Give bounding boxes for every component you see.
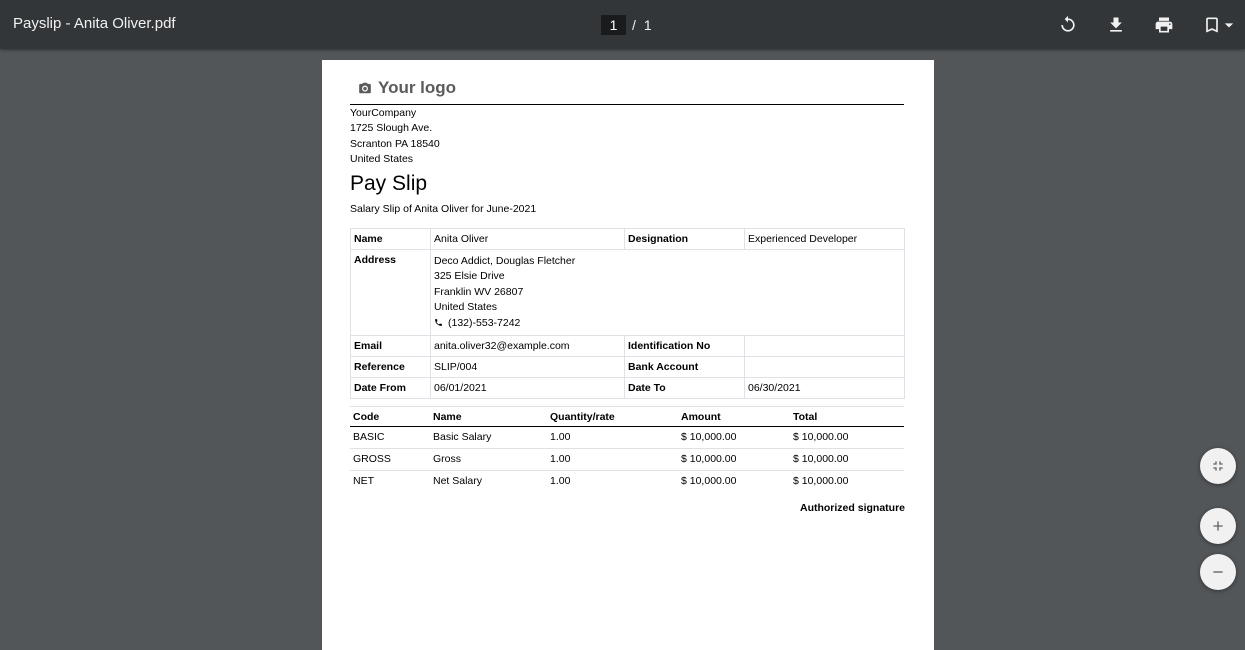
line-code: NET	[353, 475, 374, 487]
authorized-signature: Authorized signature	[799, 502, 905, 514]
designation-label: Designation	[625, 229, 745, 250]
email-label: Email	[351, 336, 431, 357]
company-city: Scranton PA 18540	[350, 137, 440, 150]
logo-text: Your logo	[378, 78, 457, 97]
line-code: BASIC	[350, 427, 430, 449]
rotate-button[interactable]	[1055, 12, 1081, 38]
bank-account-label: Bank Account	[625, 357, 745, 378]
line-amount: $ 10,000.00	[681, 475, 737, 487]
info-row	[351, 336, 905, 357]
line-name: Net Salary	[433, 475, 483, 487]
line-name: Basic Salary	[430, 427, 547, 449]
email-value: anita.oliver32@example.com	[431, 336, 625, 357]
column-header: Code	[350, 407, 430, 427]
address-line: 325 Elsie Drive	[434, 270, 505, 283]
table-header-row	[350, 407, 904, 427]
company-street: 1725 Slough Ave.	[350, 122, 433, 135]
fit-page-icon	[1210, 458, 1226, 474]
print-icon	[1154, 15, 1174, 35]
company-address	[350, 106, 440, 168]
info-row	[351, 378, 905, 399]
page-selector	[601, 14, 652, 36]
payslip-title: Pay Slip	[350, 172, 428, 195]
download-button[interactable]	[1103, 12, 1129, 38]
fit-page-button[interactable]	[1200, 448, 1236, 484]
camera-icon	[358, 81, 372, 95]
line-name: Gross	[430, 449, 547, 471]
date-to-value: 06/30/2021	[745, 378, 905, 399]
zoom-out-icon	[1210, 564, 1226, 580]
table-row	[350, 449, 904, 471]
zoom-in-icon	[1210, 518, 1226, 534]
column-header: Amount	[678, 407, 790, 427]
line-amount: $ 10,000.00	[678, 449, 790, 471]
info-row	[351, 250, 905, 336]
line-quantity: 1.00	[547, 427, 678, 449]
bank-account-value	[745, 357, 905, 378]
address-line: United States	[434, 301, 498, 314]
column-header: Total	[790, 407, 904, 427]
line-total: $ 10,000.00	[790, 449, 904, 471]
chevron-down-icon	[1219, 15, 1239, 35]
company-country: United States	[350, 153, 414, 166]
payslip-subtitle: Salary Slip of Anita Oliver for June-2021	[350, 203, 537, 215]
date-to-label: Date To	[625, 378, 745, 399]
line-total: $ 10,000.00	[790, 427, 904, 449]
page-number-input[interactable]	[601, 15, 626, 35]
page-separator: /	[632, 17, 636, 33]
header-divider	[350, 104, 904, 105]
reference-value: SLIP/004	[431, 357, 625, 378]
total-pages: 1	[643, 17, 652, 33]
line-code: GROSS	[350, 449, 430, 471]
date-from-label: Date From	[351, 378, 431, 399]
bookmark-menu-button[interactable]	[1219, 12, 1239, 38]
info-row	[351, 357, 905, 378]
salary-lines-table	[350, 406, 904, 492]
name-value: Anita Oliver	[431, 229, 625, 250]
identification-value	[745, 336, 905, 357]
company-logo	[358, 78, 456, 98]
phone-line	[434, 316, 901, 331]
zoom-out-button[interactable]	[1200, 554, 1236, 590]
address-line: Franklin WV 26807	[434, 285, 524, 298]
address-value	[431, 250, 905, 336]
phone-number: (132)-553-7242	[448, 316, 521, 329]
employee-info-table	[350, 228, 905, 399]
line-quantity: 1.00	[547, 449, 678, 471]
identification-label: Identification No	[625, 336, 745, 357]
column-header: Name	[430, 407, 547, 427]
line-quantity: 1.00	[550, 475, 571, 487]
column-header: Quantity/rate	[547, 407, 678, 427]
name-label: Name	[351, 229, 431, 250]
table-row	[350, 427, 904, 449]
phone-icon	[434, 318, 443, 327]
pdf-page	[322, 60, 934, 650]
document-title: Payslip - Anita Oliver.pdf	[13, 15, 176, 32]
table-row	[350, 471, 904, 493]
line-amount: $ 10,000.00	[678, 427, 790, 449]
zoom-in-button[interactable]	[1200, 508, 1236, 544]
address-line: Deco Addict, Douglas Fletcher	[434, 255, 576, 267]
print-button[interactable]	[1151, 12, 1177, 38]
date-from-value: 06/01/2021	[431, 378, 625, 399]
line-total: $ 10,000.00	[793, 475, 849, 487]
pdf-toolbar	[0, 0, 1245, 49]
reference-label: Reference	[351, 357, 431, 378]
designation-value: Experienced Developer	[745, 229, 905, 250]
address-label: Address	[351, 250, 431, 336]
company-name: YourCompany	[350, 107, 417, 119]
download-icon	[1106, 15, 1126, 35]
info-row	[351, 229, 905, 250]
rotate-icon	[1058, 15, 1078, 35]
